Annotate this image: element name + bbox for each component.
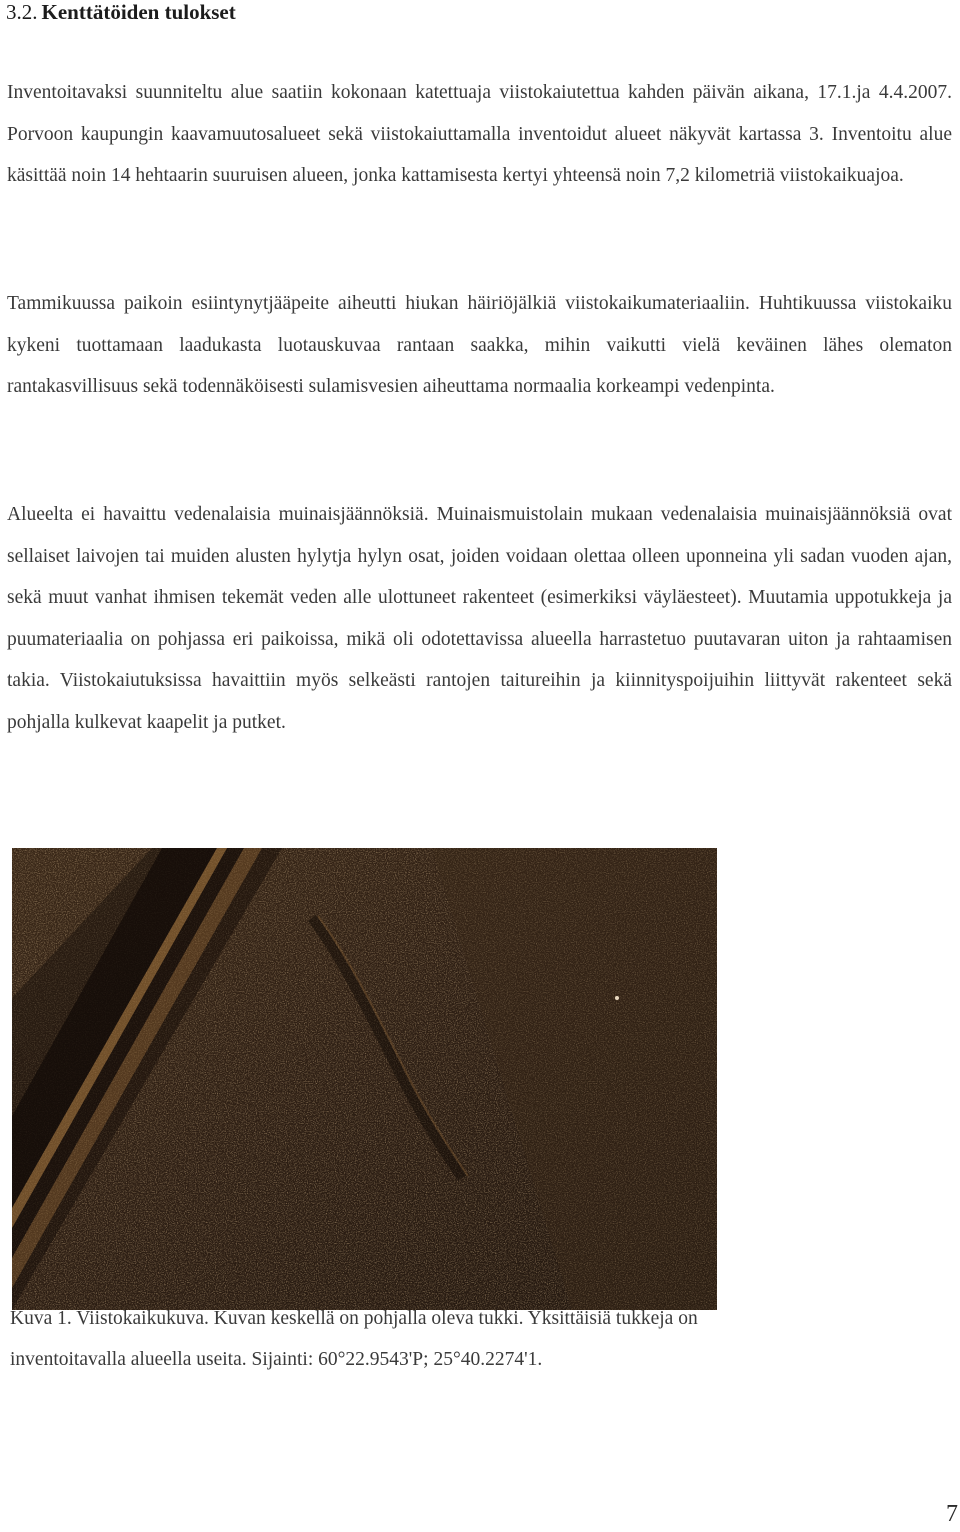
sonar-image-graphic — [12, 848, 717, 1310]
paragraph-findings: Alueelta ei havaittu vedenalaisia muinaisjäännöksiä. Muinaismuistolain mukaan vedenalaisia muinaisjäännöksiä ovat sellaiset laivojen tai muiden alusten hylytja hylyn osat, joiden voidaan olettaa olleen uponneina yli sadan vuoden ajan, sekä muut vanhat ihmisen tekemät veden alle ulottuneet rakenteet (esimerkiksi väyläesteet). Muutamia uppotukkeja ja puumateriaalia on pohjassa eri paikoissa, mikä oli odotettavissa alueella harrastetuo puutavaran uiton ja rahtaamisen takia. Viistokaiutuksissa havaittiin myös selkeästi rantojen taitureihin ja kiinnityspoijuihin liittyvät rakenteet sekä pohjalla kulkevat kaapelit ja putket. — [7, 504, 952, 733]
paragraph-survey-coverage: Inventoitavaksi suunniteltu alue saatiin kokonaan katettuaja viistokaiutettua kahden päivän aikana, 17.1.ja 4.4.2007. Porvoon kaupungin kaavamuutosalueet sekä viistokaiuttamalla inventoidut alueet näkyvät kartassa 3. Inventoitu alue käsittää noin 14 hehtaarin suuruisen alueen, jonka kattamisesta kertyi yhteensä noin 7,2 kilometriä viistokaikuajoa. — [7, 82, 952, 186]
page-number: 7 — [946, 1501, 958, 1527]
section-number: 3.2. — [6, 0, 38, 24]
figure-caption — [10, 1298, 910, 1380]
section-title: Kenttätöiden tulokset — [41, 0, 236, 24]
sonar-image — [12, 848, 717, 1310]
section-heading — [6, 0, 236, 26]
figure-caption-line1: Kuva 1. Viistokaikukuva. Kuvan keskellä on pohjalla oleva tukki. Yksittäisiä tukkeja on — [10, 1308, 698, 1329]
sonar-bright-spot — [615, 996, 619, 1000]
paragraph-ice-conditions: Tammikuussa paikoin esiintynytjääpeite aiheutti hiukan häiriöjälkiä viistokaikumateriaaliin. Huhtikuussa viistokaiku kykeni tuottamaan laadukasta luotauskuvaa rantaan saakka, mihin vaikutti vielä keväinen lähes olematon rantakasvillisuus sekä todennäköisesti sulamisvesien aiheuttama normaalia korkeampi vedenpinta. — [7, 293, 952, 397]
figure-caption-line2: inventoitavalla alueella useita. Sijainti: 60°22.9543'P; 25°40.2274'1. — [10, 1349, 543, 1370]
